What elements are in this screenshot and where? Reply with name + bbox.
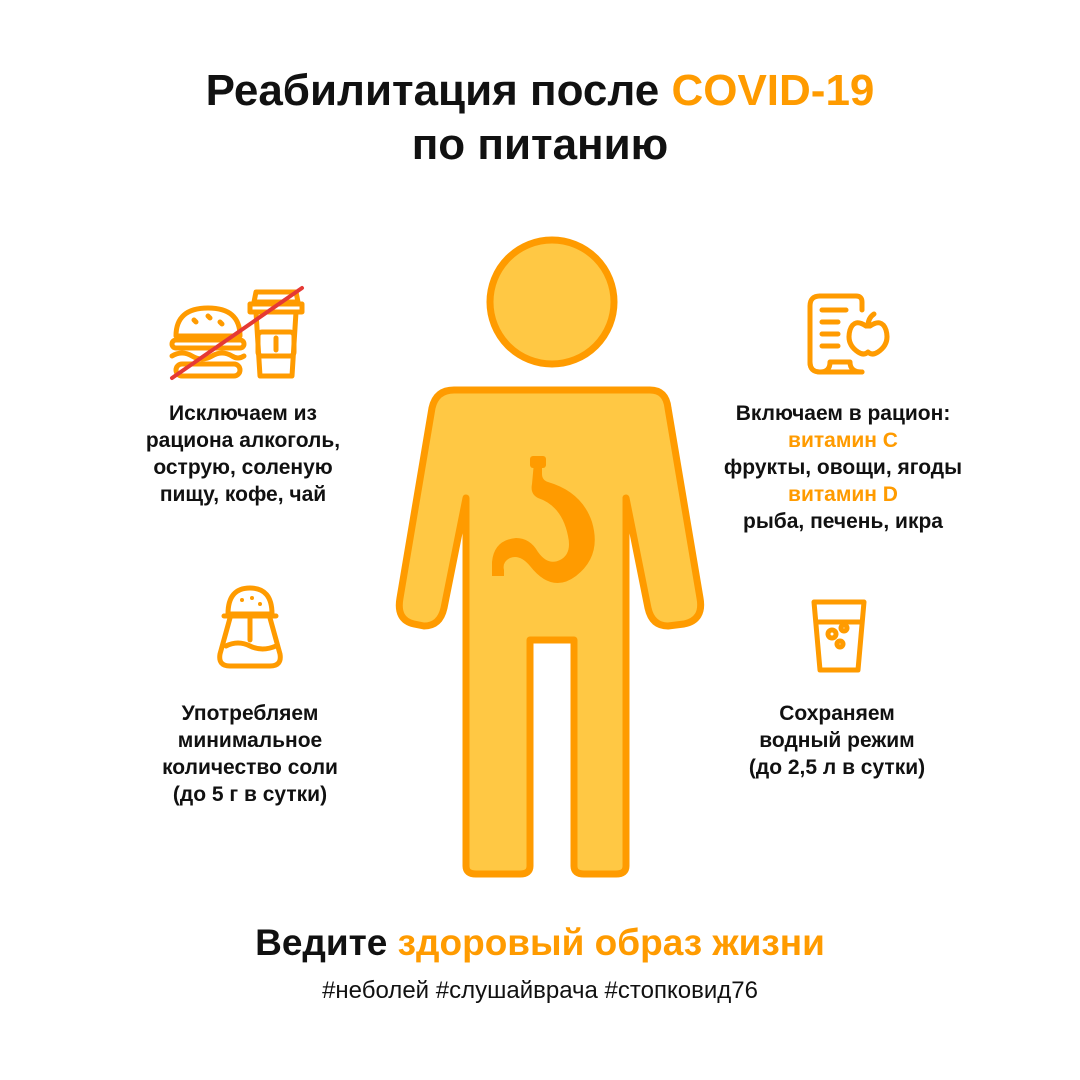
exclude-line-1: Исключаем из bbox=[168, 402, 317, 425]
water-line-1: Сохраняем bbox=[779, 702, 895, 725]
salt-line-4: (до 5 г в сутки) bbox=[172, 783, 328, 806]
water-line-2: водный режим bbox=[759, 729, 915, 752]
figure-body bbox=[399, 390, 700, 874]
exclude-foods-text bbox=[100, 400, 386, 508]
human-body-illustration bbox=[392, 236, 712, 878]
water-regime-text bbox=[700, 700, 974, 781]
exclude-line-4: пищу, кофе, чай bbox=[159, 483, 327, 506]
salt-shaker-icon bbox=[216, 584, 284, 670]
exclude-line-2: рациона алкоголь, bbox=[145, 429, 341, 452]
salt-line-2: минимальное bbox=[177, 729, 323, 752]
hashtags: #неболей #слушайврача #стопковид76 bbox=[322, 977, 758, 1004]
title-prefix: Реабилитация после bbox=[205, 66, 660, 115]
salt-line-3: количество соли bbox=[162, 756, 338, 779]
vitamin-d-sources: рыба, печень, икра bbox=[743, 510, 943, 533]
water-line-3: (до 2,5 л в сутки) bbox=[748, 756, 926, 779]
footer-accent: здоровый образ жизни bbox=[397, 922, 825, 963]
exclude-line-3: острую, соленую bbox=[153, 456, 333, 479]
fast-food-crossed-icon bbox=[164, 284, 308, 384]
include-heading: Включаем в рацион: bbox=[735, 402, 951, 425]
footer-prefix: Ведите bbox=[255, 922, 388, 963]
footer-slogan bbox=[0, 918, 1080, 968]
diet-plan-apple-icon bbox=[806, 292, 892, 376]
vitamin-c-label: витамин С bbox=[788, 429, 898, 452]
salt-limit-text bbox=[100, 700, 400, 808]
figure-head bbox=[490, 240, 614, 364]
page-title bbox=[0, 64, 1080, 172]
vitamin-d-label: витамин D bbox=[788, 483, 898, 506]
vitamin-c-sources: фрукты, овощи, ягоды bbox=[723, 456, 963, 479]
salt-line-1: Употребляем bbox=[181, 702, 319, 725]
water-glass-icon bbox=[810, 598, 868, 674]
include-foods-text bbox=[690, 400, 996, 535]
title-accent: COVID-19 bbox=[671, 66, 875, 115]
title-line-1 bbox=[0, 64, 1080, 118]
title-line-2: по питанию bbox=[411, 120, 669, 169]
